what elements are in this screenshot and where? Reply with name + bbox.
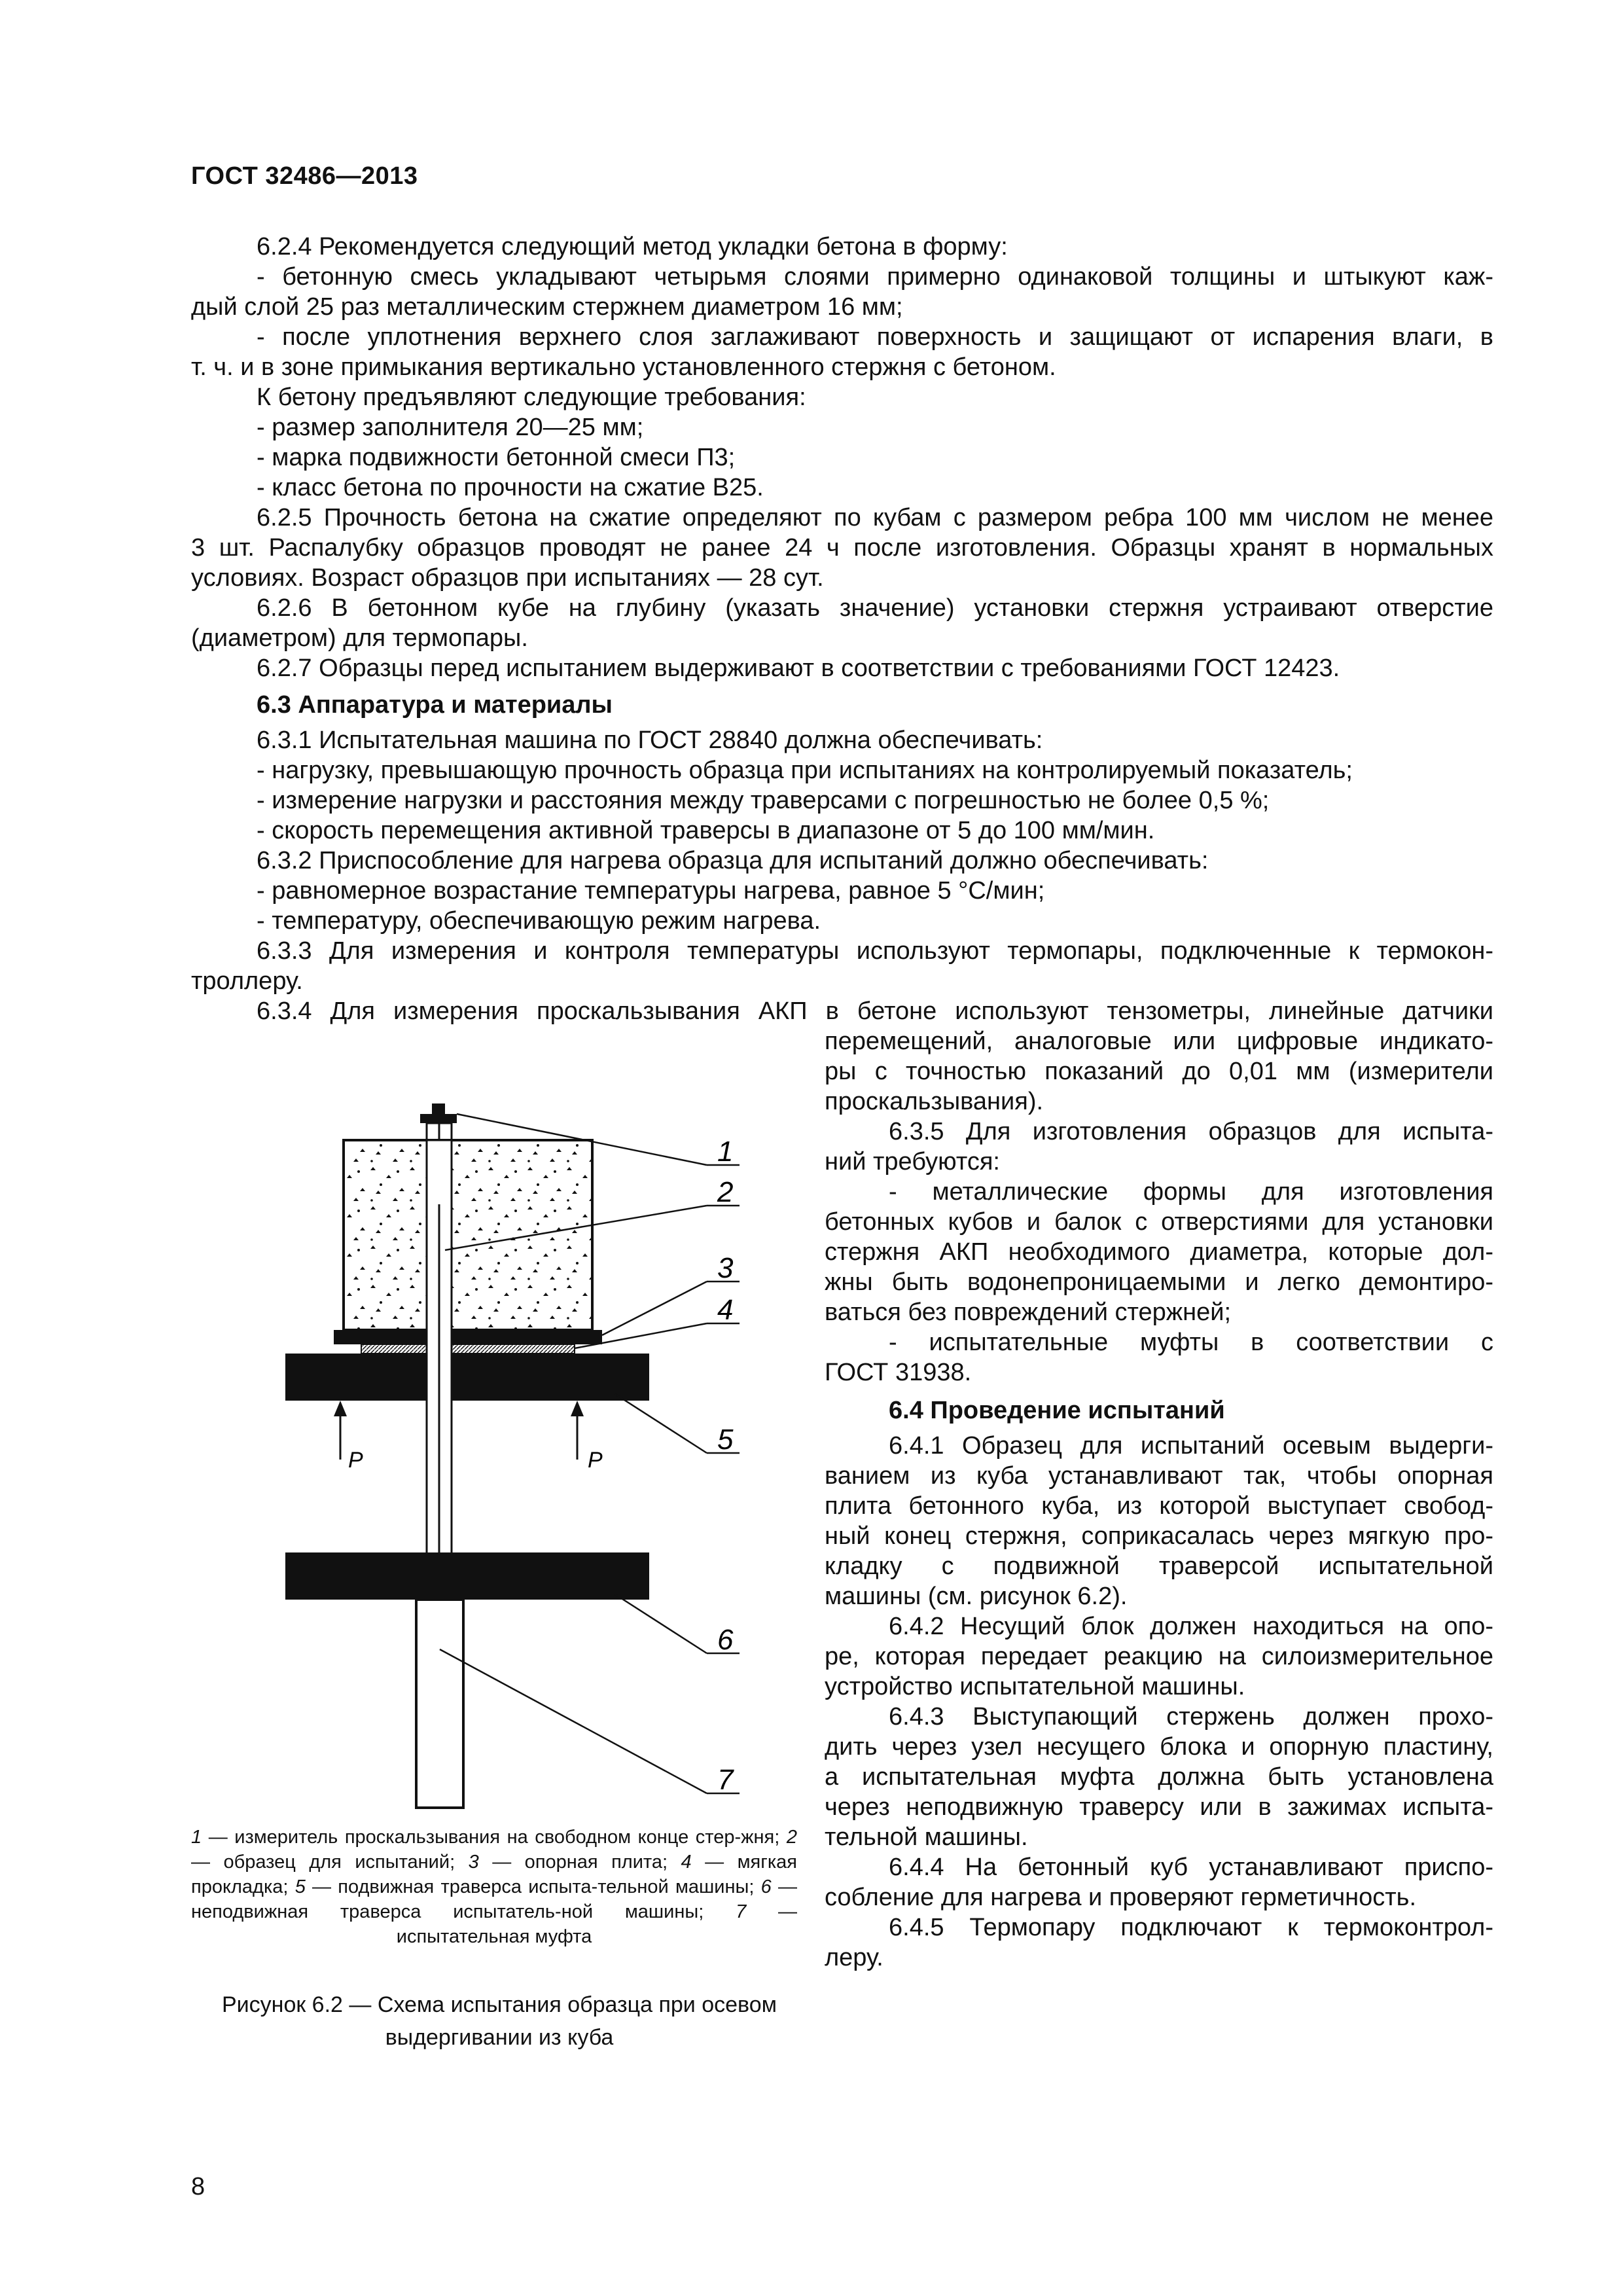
text-line: 6.4.4 На бетонный куб устанавливают приспо- [889, 1854, 1493, 1881]
text-line: 6.2.4 Рекомендуется следующий метод укладки бетона в форму: [257, 233, 1008, 260]
text-line: тельной машины. [825, 1823, 1028, 1851]
text-line: 6.4.5 Термопару подключают к термоконтрол- [889, 1914, 1493, 1941]
legend-num: 7 [736, 1901, 747, 1922]
text-line: машины (см. рисунок 6.2). [825, 1583, 1128, 1610]
figure-label-2: 2 [717, 1176, 734, 1208]
page-number: 8 [191, 2173, 205, 2200]
legend-num: 6 [760, 1876, 772, 1897]
text-line: ры с точностью показаний до 0,01 мм (измерители [825, 1058, 1493, 1085]
text-line: 3 шт. Распалубку образцов проводят не ранее 24 ч после изготовления. Образцы хранят в нормальных [191, 534, 1493, 562]
legend-text: — подвижная траверса испыта-тельной машины; [305, 1876, 761, 1897]
text-line: 6.4.3 Выступающий стержень должен прохо- [889, 1703, 1493, 1731]
force-label-left: P [348, 1448, 363, 1473]
base-plate [334, 1330, 602, 1344]
figure-diagram [249, 1086, 746, 1820]
legend-text: — неподвижная траверса испытатель-ной машины; [191, 1876, 797, 1922]
text-line: - бетонную смесь укладывают четырьмя слоями примерно одинаковой толщины и штыкуют каж- [257, 263, 1493, 291]
text-line: устройство испытательной машины. [825, 1673, 1245, 1700]
text-line: ре, которая передает реакцию на силоизмерительное [825, 1643, 1493, 1670]
text-line: дый слой 25 раз металлическим стержнем диаметром 16 мм; [191, 293, 903, 321]
text-line: - размер заполнителя 20—25 мм; [257, 414, 644, 441]
text-line: 6.2.7 Образцы перед испытанием выдерживают в соответствии с требованиями ГОСТ 12423. [257, 655, 1340, 682]
text-line: плита бетонного куба, из которой выступает свобод- [825, 1492, 1493, 1520]
text-line: 6.3.2 Приспособление для нагрева образца для испытаний должно обеспечивать: [257, 847, 1209, 874]
text-line: 6.3.4 Для измерения проскальзывания АКП в бетоне используют тензометры, линейные датчики [257, 997, 1493, 1025]
text-line: - марка подвижности бетонной смеси П3; [257, 444, 736, 471]
fixed-crosshead [285, 1552, 649, 1600]
caption-line: выдергивании из куба [385, 2025, 614, 2050]
text-line: ваться без повреждений стержней; [825, 1299, 1232, 1326]
legend-text: — мягкая прокладка; [191, 1852, 797, 1897]
text-line: - измерение нагрузки и расстояния между траверсами с погрешностью не более 0,5 %; [257, 787, 1270, 814]
legend-num: 4 [681, 1852, 692, 1873]
text-line: - после уплотнения верхнего слоя заглаживают поверхность и защищают от испарения влаги, в [257, 323, 1493, 351]
legend-num: 1 [191, 1827, 202, 1848]
text-line: 6.4.1 Образец для испытаний осевым выдерги- [889, 1432, 1493, 1460]
document-header: ГОСТ 32486—2013 [191, 162, 418, 190]
text-line: леру. [825, 1944, 883, 1971]
text-line: (диаметром) для термопары. [191, 624, 528, 652]
figure-label-7: 7 [717, 1764, 734, 1796]
text-line: - нагрузку, превышающую прочность образца при испытаниях на контролируемый показатель; [257, 757, 1353, 784]
figure-label-1: 1 [717, 1136, 734, 1168]
concrete-cube [344, 1140, 592, 1330]
soft-gasket [361, 1344, 575, 1354]
text-line: жны быть водонепроницаемыми и легко демонтиро- [825, 1268, 1493, 1296]
text-line: через неподвижную траверсу или в зажимах испыта- [825, 1793, 1493, 1821]
legend-num: 5 [294, 1876, 306, 1897]
test-coupling [416, 1600, 463, 1808]
text-line: дить через узел несущего блока и опорную пластину, [825, 1733, 1493, 1761]
text-line: проскальзывания). [825, 1088, 1044, 1115]
text-line: ный конец стержня, соприкасалась через мягкую про- [825, 1522, 1493, 1550]
text-line: стержня АКП необходимого диаметра, которые дол- [825, 1238, 1493, 1266]
text-line: а испытательная муфта должна быть установлена [825, 1763, 1493, 1791]
text-line: 6.2.6 В бетонном кубе на глубину (указать значение) установки стержня устраивают отверстие [257, 594, 1493, 622]
text-line: - скорость перемещения активной траверсы в диапазоне от 5 до 100 мм/мин. [257, 817, 1155, 844]
section-heading: 6.4 Проведение испытаний [889, 1397, 1225, 1424]
figure-caption [191, 1988, 808, 2054]
text-line: ний требуются: [825, 1148, 1000, 1175]
text-line: 6.3.5 Для изготовления образцов для испыта- [889, 1118, 1493, 1145]
force-label-right: P [588, 1448, 603, 1473]
text-line: - металлические формы для изготовления [889, 1178, 1493, 1206]
section-heading: 6.3 Аппаратура и материалы [257, 691, 613, 719]
text-line: 6.3.3 Для измерения и контроля температуры используют термопары, подключенные к термокон- [257, 937, 1493, 965]
text-line: - класс бетона по прочности на сжатие В25. [257, 474, 764, 501]
text-line: бетонных кубов и балок с отверстиями для установки [825, 1208, 1493, 1236]
figure-label-4: 4 [717, 1294, 734, 1326]
text-line: т. ч. и в зоне примыкания вертикально установленного стержня с бетоном. [191, 353, 1056, 381]
figure-legend [191, 1825, 797, 1949]
text-line: 6.4.2 Несущий блок должен находиться на опо- [889, 1613, 1493, 1640]
text-line: - температуру, обеспечивающую режим нагрева. [257, 907, 821, 935]
figure-label-3: 3 [717, 1252, 734, 1284]
figure-label-6: 6 [717, 1624, 734, 1656]
text-line: перемещений, аналоговые или цифровые индикато- [825, 1028, 1493, 1055]
text-line: кладку с подвижной траверсой испытательной [825, 1552, 1493, 1580]
legend-text: — образец для испытаний; [191, 1852, 469, 1873]
legend-text: — опорная плита; [478, 1852, 681, 1873]
legend-num: 3 [468, 1852, 479, 1873]
legend-text: — измеритель проскальзывания на свободном конце стер-жня; [202, 1827, 787, 1848]
text-line: К бетону предъявляют следующие требования: [257, 384, 806, 411]
text-line: условиях. Возраст образцов при испытаниях — 28 сут. [191, 564, 824, 592]
text-line: ванием из куба устанавливают так, чтобы опорная [825, 1462, 1493, 1490]
legend-text: — испытательная муфта [396, 1901, 798, 1947]
legend-num: 2 [786, 1827, 797, 1848]
text-line: 6.3.1 Испытательная машина по ГОСТ 28840 должна обеспечивать: [257, 726, 1043, 754]
caption-line: Рисунок 6.2 — Схема испытания образца при осевом [222, 1992, 777, 2017]
text-line: - равномерное возрастание температуры нагрева, равное 5 °С/мин; [257, 877, 1045, 905]
text-line: собление для нагрева и проверяют герметичность. [825, 1884, 1417, 1911]
text-line: - испытательные муфты в соответствии с [889, 1329, 1493, 1356]
text-line: ГОСТ 31938. [825, 1359, 972, 1386]
text-line: 6.2.5 Прочность бетона на сжатие определяют по кубам с размером ребра 100 мм числом не менее [257, 504, 1493, 531]
text-line: троллеру. [191, 967, 303, 995]
figure-label-5: 5 [717, 1424, 734, 1456]
movable-crosshead [285, 1354, 649, 1401]
